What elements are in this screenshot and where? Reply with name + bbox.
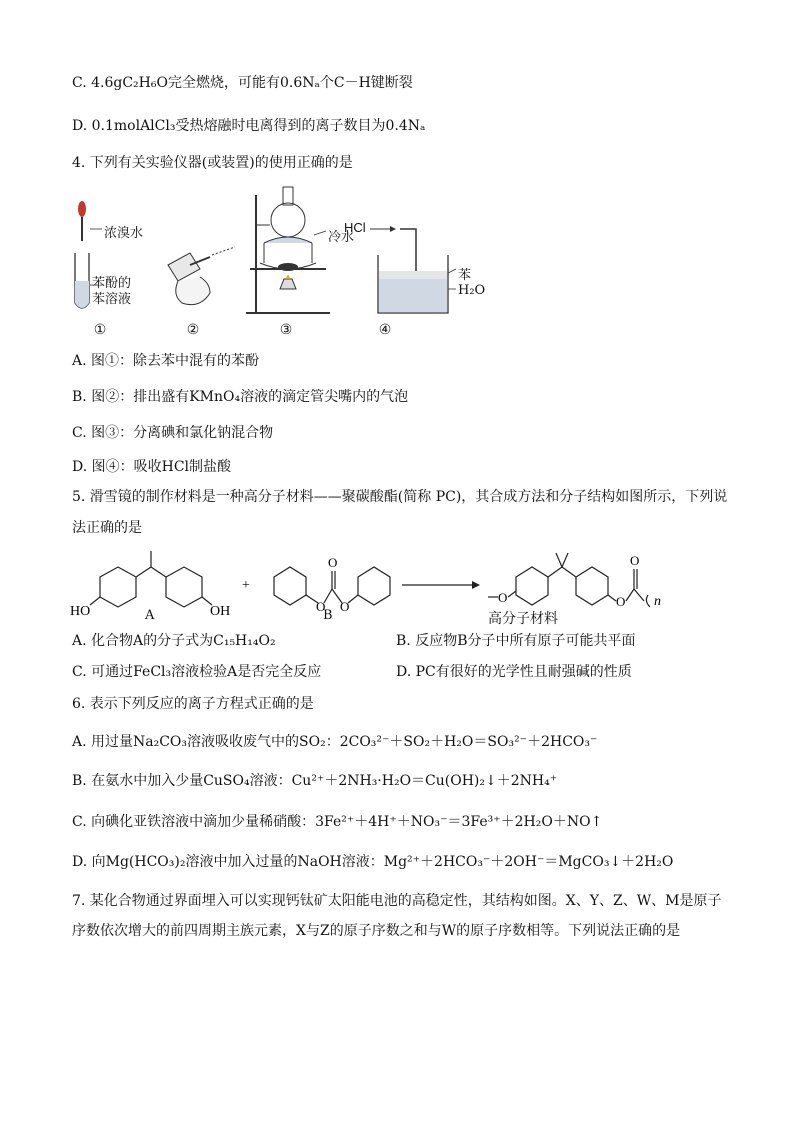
beaker-gas-absorption-icon xyxy=(370,226,456,313)
label-phenol-1: 苯酚的 xyxy=(92,276,132,291)
q4-option-a: A. 图①：除去苯中混有的苯酚 xyxy=(72,353,260,369)
oh-right: OH xyxy=(210,604,231,619)
p-n: n xyxy=(654,594,661,609)
q6-stem: 6. 表示下列反应的离子方程式正确的是 xyxy=(72,696,314,712)
p-o-left: O xyxy=(498,590,508,605)
p-o-top: O xyxy=(630,553,640,568)
label-water: H₂O xyxy=(458,283,486,298)
b-o-right: O xyxy=(340,599,350,614)
label-bromine-water: 浓溴水 xyxy=(104,226,144,241)
b-o-top: O xyxy=(328,555,338,570)
q4-stem: 4. 下列有关实验仪器(或装置)的使用正确的是 xyxy=(72,155,353,171)
q4-option-c: C. 图③：分离碘和氯化钠混合物 xyxy=(72,425,274,441)
sublimation-apparatus-icon xyxy=(246,187,330,313)
b-o-left: O xyxy=(316,599,326,614)
label-compound-a: A xyxy=(145,608,155,623)
label-cold-water: 冷水 xyxy=(328,230,355,245)
q5-option-b: B. 反应物B分子中所有原子可能共平面 xyxy=(396,633,636,649)
pc-synthesis-scheme xyxy=(60,545,740,625)
q4-option-b: B. 图②：排出盛有KMnO₄溶液的滴定管尖嘴内的气泡 xyxy=(72,389,409,405)
label-product: 高分子材料 xyxy=(488,611,558,627)
label-hcl: HCl xyxy=(344,220,366,235)
q3-option-d: D. 0.1molAlCl₃受热熔融时电离得到的离子数目为0.4Nₐ xyxy=(72,118,426,134)
label-phenol-2: 苯溶液 xyxy=(92,292,132,307)
caption-4: ④ xyxy=(378,322,392,338)
label-compound-b: B xyxy=(323,608,333,623)
q5-option-a: A. 化合物A的分子式为C₁₅H₁₄O₂ xyxy=(72,633,276,649)
caption-1: ① xyxy=(93,322,107,338)
p-o-right: O xyxy=(616,594,626,609)
q6-option-c: C. 向碘化亚铁溶液中滴加少量稀硝酸：3Fe²⁺＋4H⁺＋NO₃⁻＝3Fe³⁺＋2H₂O＋NO↑ xyxy=(72,814,603,830)
q6-option-d: D. 向Mg(HCO₃)₂溶液中加入过量的NaOH溶液：Mg²⁺＋2HCO₃⁻＋2OH⁻＝MgCO₃↓＋2H₂O xyxy=(72,854,674,870)
q6-option-b: B. 在氨水中加入少量CuSO₄溶液：Cu²⁺＋2NH₃·H₂O＝Cu(OH)₂↓＋2NH₄⁺ xyxy=(72,773,558,789)
q5-option-c: C. 可通过FeCl₃溶液检验A是否完全反应 xyxy=(72,664,322,680)
caption-3: ③ xyxy=(279,322,293,338)
caption-2: ② xyxy=(186,322,200,338)
q6-option-a: A. 用过量Na₂CO₃溶液吸收废气中的SO₂：2CO₃²⁻＋SO₂＋H₂O＝SO₃²⁻＋2HCO₃⁻ xyxy=(72,734,598,750)
q7-line-2: 序数依次增大的前四周期主族元素，X与Z的原子序数之和与W的原子序数相等。下列说法正确的是 xyxy=(72,923,681,939)
q3-option-c: C. 4.6gC₂H₆O完全燃烧，可能有0.6Nₐ个C－H键断裂 xyxy=(72,75,413,91)
q5-stem-2: 法正确的是 xyxy=(72,520,142,536)
q4-apparatus-figure xyxy=(60,185,480,340)
plus-sign: + xyxy=(242,578,250,593)
label-benzene: 苯 xyxy=(458,268,472,283)
q5-stem-1: 5. 滑雪镜的制作材料是一种高分子材料——聚碳酸酯(简称 PC)，其合成方法和分子结构如图所示，下列说 xyxy=(72,489,728,505)
q7-line-1: 7. 某化合物通过界面埋入可以实现钙钛矿太阳能电池的高稳定性，其结构如图。X、Y、Z、W、M是原子 xyxy=(72,893,722,909)
q5-option-d: D. PC有很好的光学性且耐强碱的性质 xyxy=(396,664,632,680)
q4-option-d: D. 图④：吸收HCl制盐酸 xyxy=(72,459,232,475)
ho-left: HO xyxy=(70,604,91,619)
burette-hand-icon xyxy=(168,247,235,305)
